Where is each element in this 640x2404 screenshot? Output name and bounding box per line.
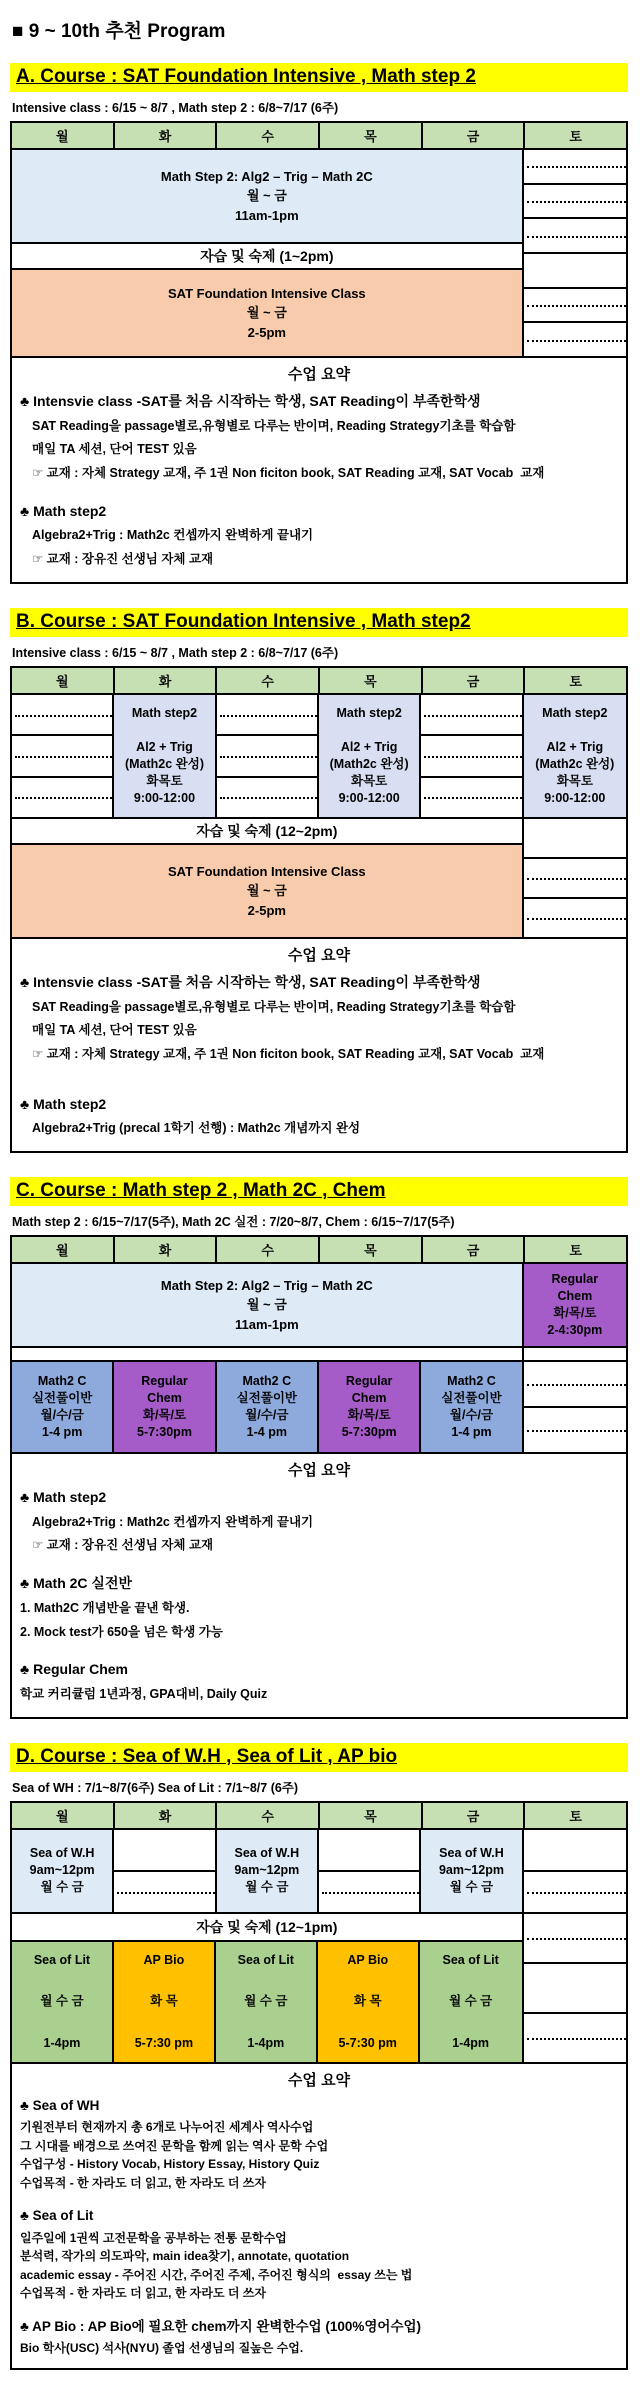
section-a xyxy=(10,63,628,584)
class-summary xyxy=(12,1454,626,1717)
summary-heading: 수업 요약 xyxy=(287,1462,351,1480)
day-header-mon: 월 xyxy=(12,1803,115,1828)
day-header-tue: 화 xyxy=(115,123,218,148)
math-step2-class-block: Math Step 2: Alg2 – Trig – Math 2C 월 ~ 금 11am-1pm xyxy=(12,150,522,244)
morning-class-row xyxy=(12,1264,626,1348)
weekday-columns xyxy=(12,819,524,937)
math-step2-cell-sat: Math step2 Al2 + Trig (Math2c 완성) 화목토 9:00-12:00 xyxy=(524,695,626,817)
sea-of-wh-cell-mon: Sea of W.H 9am~12pm 월 수 금 xyxy=(12,1830,114,1912)
regular-chem-cell-tue: Regular Chem 화/목/토 5-7:30pm xyxy=(114,1362,216,1452)
day-header-fri: 금 xyxy=(423,123,526,148)
empty-slot xyxy=(421,695,521,736)
section-c-subtitle: Math step 2 : 6/15~7/17(5주), Math 2C 실전 : 7/20~8/7, Chem : 6/15~7/17(5주) xyxy=(12,1215,455,1230)
section-b xyxy=(10,608,628,1153)
saturday-empty-column xyxy=(524,819,626,937)
empty-slot xyxy=(524,185,626,220)
section-c-title: C. Course : Math step 2 , Math 2C , Chem xyxy=(10,1177,628,1206)
sea-of-wh-cell-fri: Sea of W.H 9am~12pm 월 수 금 xyxy=(421,1830,523,1912)
selfstudy-cell: 자습 및 숙제 (12~2pm) xyxy=(12,819,522,845)
thursday-empty-column xyxy=(319,1830,421,1912)
summary-heading: 수업 요약 xyxy=(287,2071,351,2089)
sat-foundation-class-block: SAT Foundation Intensive Class 월 ~ 금 2-5pm xyxy=(12,845,522,937)
section-b-subtitle: Intensive class : 6/15 ~ 8/7 , Math step 2 : 6/8~7/17 (6주) xyxy=(12,645,339,660)
section-b-schedule-table xyxy=(10,666,628,1153)
empty-slot xyxy=(524,2014,626,2062)
empty-slot xyxy=(524,1830,626,1872)
section-a-subtitle: Intensive class : 6/15 ~ 8/7 , Math step 2 : 6/8~7/17 (6주) xyxy=(12,101,339,115)
day-header-wed: 수 xyxy=(217,1237,320,1262)
day-header-tue: 화 xyxy=(115,1237,218,1262)
day-header-fri: 금 xyxy=(423,1237,526,1262)
math2c-cell-fri: Math2 C 실전풀이반 월/수/금 1-4 pm xyxy=(421,1362,523,1452)
summary-heading: 수업 요약 xyxy=(287,366,351,383)
day-header-row xyxy=(12,1237,626,1264)
empty-slot xyxy=(12,778,112,817)
afternoon-block-row xyxy=(12,1914,626,2064)
morning-class-row xyxy=(12,695,626,819)
empty-slot xyxy=(524,289,626,324)
sea-of-lit-cell-fri: Sea of Lit 월 수 금 1-4pm xyxy=(420,1942,522,2062)
empty-slot xyxy=(524,1914,626,1964)
section-a-title: A. Course : SAT Foundation Intensive , Math step 2 xyxy=(10,63,628,92)
section-c xyxy=(10,1177,628,1719)
empty-slot xyxy=(524,859,626,899)
friday-empty-column xyxy=(421,695,523,817)
empty-slot xyxy=(217,778,317,817)
saturday-empty-column xyxy=(524,1830,626,1912)
math2c-cell-wed: Math2 C 실전풀이반 월/수/금 1-4 pm xyxy=(217,1362,319,1452)
sea-of-wh-cell-wed: Sea of W.H 9am~12pm 월 수 금 xyxy=(217,1830,319,1912)
monday-empty-column xyxy=(12,695,114,817)
math-step2-cell-thu: Math step2 Al2 + Trig (Math2c 완성) 화목토 9:00-12:00 xyxy=(319,695,421,817)
tuesday-empty-column xyxy=(114,1830,216,1912)
empty-slot xyxy=(524,219,626,254)
empty-slot xyxy=(114,1830,214,1872)
day-header-row xyxy=(12,668,626,695)
empty-slot xyxy=(524,1408,626,1452)
empty-slot xyxy=(524,1872,626,1912)
day-header-sat: 토 xyxy=(525,1237,626,1262)
summary-lines: ♣ Intensvie class -SAT를 처음 시작하는 학생, SAT Reading이 부족한학생 SAT Reading을 passage별로,유형별로 다루는 반이며, Reading Strategy기초를 학습함 매일 TA 세션, 단어 TEST 있음 ☞ 교재 : 자체 Strategy 교재, 주 1권 Non ficiton book, SAT Reading 교재, SAT Vocab 교재 ♣ Math step2 Algebra2+Trig (precal 1학기 선행) : Math2c 개념까지 완성 xyxy=(20,973,545,1136)
day-header-sat: 토 xyxy=(525,123,626,148)
math-step2-class-block: Math Step 2: Alg2 – Trig – Math 2C 월 ~ 금 11am-1pm xyxy=(12,1264,524,1346)
class-summary xyxy=(12,2064,626,2368)
spacer-row xyxy=(12,1348,626,1362)
schedule-body xyxy=(12,150,626,358)
spacer-left xyxy=(12,1348,524,1360)
day-header-mon: 월 xyxy=(12,123,115,148)
afternoon-block-row xyxy=(12,819,626,939)
empty-slot xyxy=(319,1830,419,1872)
day-header-thu: 목 xyxy=(320,1237,423,1262)
weekday-columns xyxy=(12,150,524,356)
regular-chem-cell-thu: Regular Chem 화/목/토 5-7:30pm xyxy=(319,1362,421,1452)
summary-lines: ♣ Intensvie class -SAT를 처음 시작하는 학생, SAT Reading이 부족한학생 SAT Reading을 passage별로,유형별로 다루는 반이며, Reading Strategy기초를 학습함 매일 TA 세션, 단어 TEST 있음 ☞ 교재 : 자체 Strategy 교재, 주 1권 Non ficiton book, SAT Reading 교재, SAT Vocab 교재 ♣ Math step2 Algebra2+Trig : Math2c 컨셉까지 완벽하게 끝내기 ☞ 교재 : 장유진 선생님 자체 교재 xyxy=(20,393,545,567)
sea-of-lit-cell-wed: Sea of Lit 월 수 금 1-4pm xyxy=(216,1942,318,2062)
summary-heading: 수업 요약 xyxy=(287,946,351,964)
saturday-empty-column xyxy=(524,150,626,356)
summary-lines: ♣ Math step2 Algebra2+Trig : Math2c 컨셉까지 완벽하게 끝내기 ☞ 교재 : 장유진 선생님 자체 교재 ♣ Math 2C 실전반 1. Math2C 개념반을 끝낸 학생. 2. Mock test가 650을 넘은 학생 가능 ♣ Regular Chem 학교 커리큘럼 1년과정, GPA대비, Daily Quiz xyxy=(20,1489,314,1701)
class-summary xyxy=(12,358,626,582)
section-a-schedule-table xyxy=(10,121,628,584)
day-header-fri: 금 xyxy=(423,668,526,693)
saturday-empty-column xyxy=(524,1914,626,2062)
regular-chem-sat-cell: Regular Chem 화/목/토 2-4:30pm xyxy=(524,1264,626,1346)
empty-slot xyxy=(524,819,626,859)
day-header-thu: 목 xyxy=(320,668,423,693)
empty-slot xyxy=(217,695,317,736)
section-c-schedule-table xyxy=(10,1235,628,1719)
math2c-cell-mon: Math2 C 실전풀이반 월/수/금 1-4 pm xyxy=(12,1362,114,1452)
empty-slot xyxy=(12,695,112,736)
day-header-thu: 목 xyxy=(320,1803,423,1828)
afternoon-class-row xyxy=(12,1362,626,1454)
sat-foundation-class-block: SAT Foundation Intensive Class 월 ~ 금 2-5pm xyxy=(12,270,522,356)
empty-slot xyxy=(421,778,521,817)
section-b-title: B. Course : SAT Foundation Intensive , Math step2 xyxy=(10,608,628,637)
selfstudy-cell: 자습 및 숙제 (1~2pm) xyxy=(12,244,522,270)
day-header-fri: 금 xyxy=(423,1803,526,1828)
day-header-tue: 화 xyxy=(115,668,218,693)
day-header-sat: 토 xyxy=(525,668,626,693)
wednesday-empty-column xyxy=(217,695,319,817)
day-header-thu: 목 xyxy=(320,123,423,148)
empty-slot xyxy=(524,323,626,356)
section-d-title: D. Course : Sea of W.H , Sea of Lit , AP bio xyxy=(10,1743,628,1772)
section-d-schedule-table xyxy=(10,1801,628,2370)
selfstudy-cell: 자습 및 숙제 (12~1pm) xyxy=(12,1914,522,1942)
empty-slot xyxy=(421,736,521,777)
empty-slot xyxy=(524,150,626,185)
day-header-tue: 화 xyxy=(115,1803,218,1828)
section-d-subtitle: Sea of WH : 7/1~8/7(6주) Sea of Lit : 7/1~8/7 (6주) xyxy=(12,1780,299,1795)
day-header-wed: 수 xyxy=(217,1803,320,1828)
spacer-sat xyxy=(524,1348,626,1360)
empty-slot xyxy=(524,254,626,289)
empty-slot xyxy=(114,1872,214,1912)
day-header-mon: 월 xyxy=(12,1237,115,1262)
saturday-empty-column xyxy=(524,1362,626,1452)
empty-slot xyxy=(524,899,626,937)
morning-class-row xyxy=(12,1830,626,1914)
empty-slot xyxy=(12,736,112,777)
section-d xyxy=(10,1743,628,2370)
afternoon-class-row xyxy=(12,1942,522,2062)
day-header-row xyxy=(12,1803,626,1830)
class-summary xyxy=(12,939,626,1151)
sea-of-lit-cell-mon: Sea of Lit 월 수 금 1-4pm xyxy=(12,1942,114,2062)
day-header-row xyxy=(12,123,626,150)
day-header-sat: 토 xyxy=(525,1803,626,1828)
ap-bio-cell-tue: AP Bio 화 목 5-7:30 pm xyxy=(114,1942,216,2062)
empty-slot xyxy=(524,1362,626,1408)
weekday-columns xyxy=(12,1914,524,2062)
empty-slot xyxy=(217,736,317,777)
math-step2-cell-tue: Math step2 Al2 + Trig (Math2c 완성) 화목토 9:00-12:00 xyxy=(114,695,216,817)
summary-lines: ♣ Sea of WH 기원전부터 현재까지 총 6개로 나누어진 세계사 역사수업 그 시대를 배경으로 쓰여진 문학을 함께 읽는 역사 문학 수업 수업구성 - History Vocab, History Essay, History Quiz 수업목적 - 한 자라도 더 읽고, 한 자라도 더 쓰자 ♣ Sea of Lit 일주일에 1권씩 고전문학을 공부하는 전통 문학수업 분석력, 작가의 의도파악, main idea찾기, annotate, quotation academic essay - 주어진 시간, 주어진 주제, 주어진 형식의 essay 쓰는 법 수업목적 - 한 자라도 더 읽고, 한 자라도 더 쓰자 ♣ AP Bio : AP Bio에 필요한 chem까지 완벽한수업 (100%영어수업) Bio 학사(USC) 석사(NYU) 졸업 선생님의 질높은 수업. xyxy=(20,2097,422,2356)
day-header-mon: 월 xyxy=(12,668,115,693)
ap-bio-cell-thu: AP Bio 화 목 5-7:30 pm xyxy=(318,1942,420,2062)
empty-slot xyxy=(524,1964,626,2014)
day-header-wed: 수 xyxy=(217,123,320,148)
day-header-wed: 수 xyxy=(217,668,320,693)
page-title: ■ 9 ~ 10th 추천 Program xyxy=(12,21,226,42)
empty-slot xyxy=(319,1872,419,1912)
